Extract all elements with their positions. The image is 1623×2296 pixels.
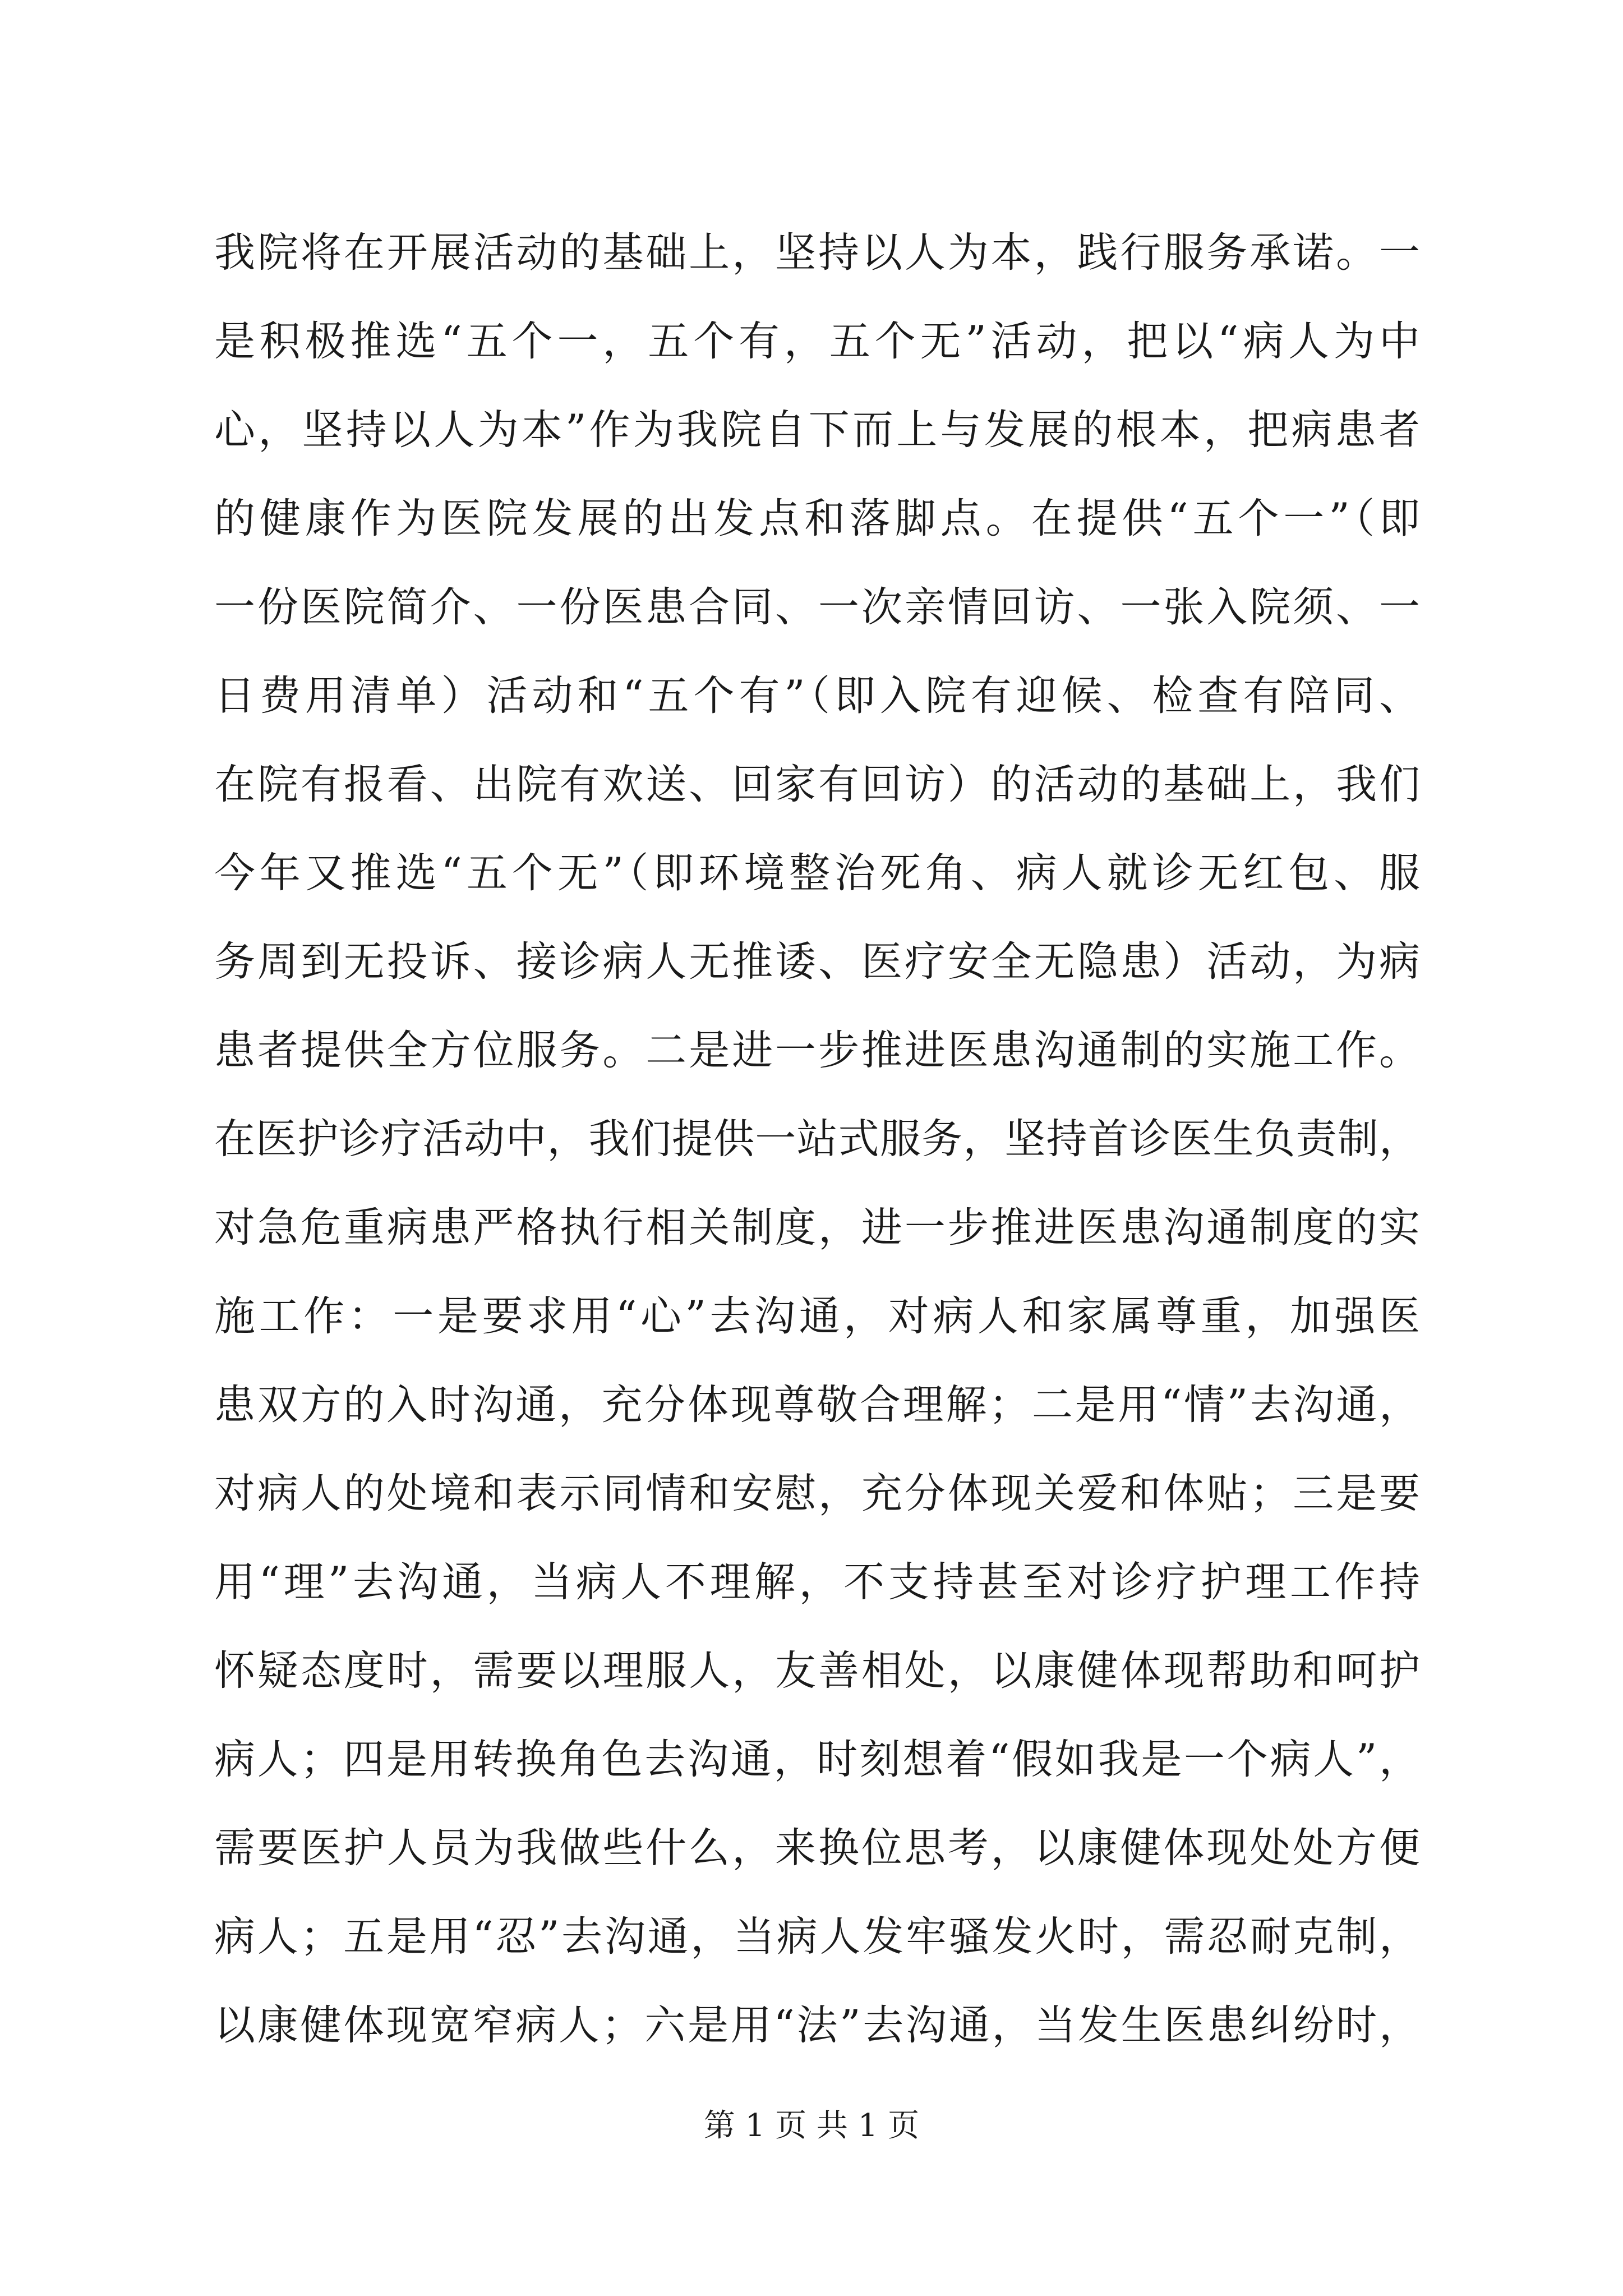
text-line: 患双方的入时沟通，充分体现尊敬合理解；二是用“情”去沟通，: [214, 1381, 1420, 1429]
text-line: 对急危重病患严格执行相关制度，进一步推进医患沟通制度的实: [214, 1204, 1420, 1251]
text-line: 患者提供全方位服务。二是进一步推进医患沟通制的实施工作。: [214, 1027, 1420, 1074]
text-line: 病人；四是用转换角色去沟通，时刻想着“假如我是一个病人”，: [214, 1736, 1420, 1783]
text-line: 在院有报看、出院有欢送、回家有回访）的活动的基础上，我们: [214, 761, 1420, 808]
text-line: 今年又推选“五个无”（即环境整治死角、病人就诊无红包、服: [214, 849, 1420, 897]
text-line: 我院将在开展活动的基础上，坚持以人为本，践行服务承诺。一: [214, 229, 1420, 277]
text-line: 施工作：一是要求用“心”去沟通，对病人和家属尊重，加强医: [214, 1292, 1420, 1340]
text-line: 是积极推选“五个一，五个有，五个无”活动，把以“病人为中: [214, 318, 1420, 365]
page-footer: [0, 2101, 1623, 2146]
body-text: [214, 209, 1420, 2070]
text-line: 在医护诊疗活动中，我们提供一站式服务，坚持首诊医生负责制，: [214, 1115, 1420, 1163]
text-line: 病人；五是用“忍”去沟通，当病人发牢骚发火时，需忍耐克制，: [214, 1913, 1420, 1961]
text-line: 一份医院简介、一份医患合同、一次亲情回访、一张入院须、一: [214, 583, 1420, 631]
text-line: 心，坚持以人为本”作为我院自下而上与发展的根本，把病患者: [214, 406, 1420, 454]
text-line: 务周到无投诉、接诊病人无推诿、医疗安全无隐患）活动，为病: [214, 938, 1420, 986]
text-line: 怀疑态度时，需要以理服人，友善相处，以康健体现帮助和呵护: [214, 1647, 1420, 1695]
page-number-label: 第 1 页 共 1 页: [703, 2108, 920, 2144]
text-line: 的健康作为医院发展的出发点和落脚点。在提供“五个一”（即: [214, 495, 1420, 542]
text-line: 用“理”去沟通，当病人不理解，不支持甚至对诊疗护理工作持: [214, 1558, 1420, 1606]
text-line: 以康健体现宽窄病人；六是用“法”去沟通，当发生医患纠纷时，: [214, 2001, 1420, 2049]
text-line: 对病人的处境和表示同情和安慰，充分体现关爱和体贴；三是要: [214, 1470, 1420, 1517]
text-line: 日费用清单）活动和“五个有”（即入院有迎候、检查有陪同、: [214, 672, 1420, 720]
text-line: 需要医护人员为我做些什么，来换位思考，以康健体现处处方便: [214, 1824, 1420, 1872]
